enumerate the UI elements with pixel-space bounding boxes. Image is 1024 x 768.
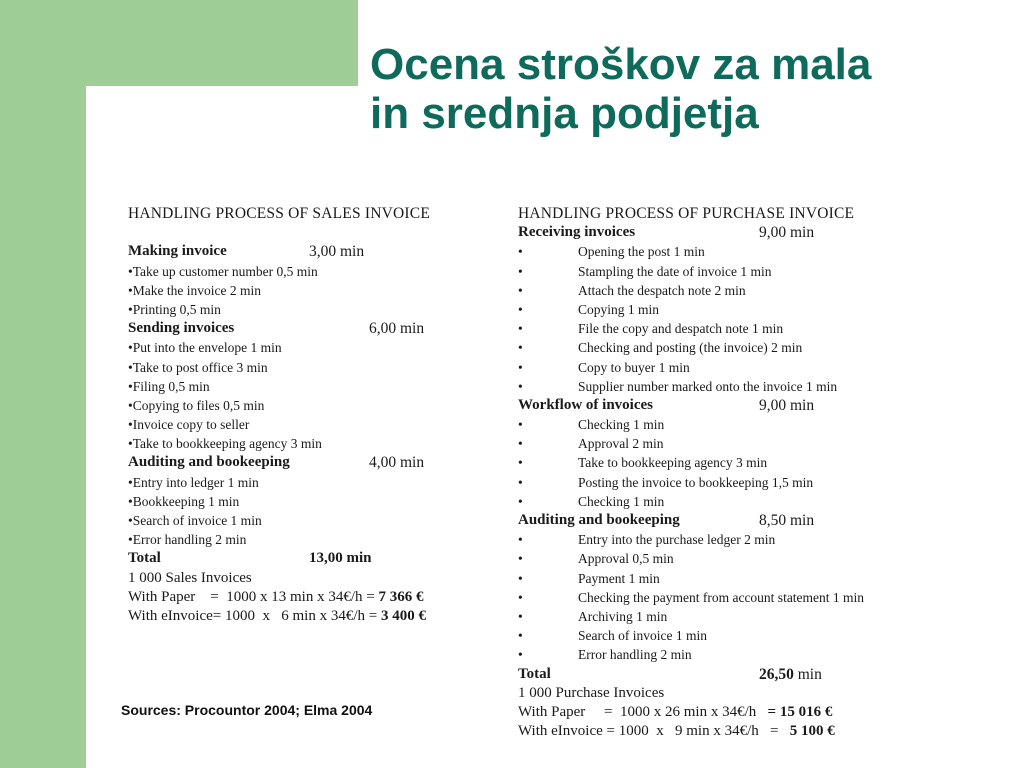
list-item [518,338,854,357]
bullet-icon: • [518,647,523,663]
section-time: 8,50 min [759,512,815,529]
list-item-text: Copy to buyer 1 min [578,359,690,375]
purchase-total-amount [759,665,822,684]
list-item [518,549,854,568]
section-time: 9,00 min [759,396,815,414]
purchase-total-label: Total [518,665,551,682]
bullet-icon: • [518,244,523,260]
bullet-icon: • [518,608,523,624]
slide-title [370,40,871,138]
purchase-einvoice-cost [518,722,854,741]
sales-einvoice-value: 3 400 € [380,607,426,624]
list-item [518,473,854,492]
list-item: •Take up customer number 0,5 min [128,263,318,279]
bullet-icon: • [518,570,523,586]
section-heading [128,319,430,338]
list-item-text: Checking 1 min [578,493,665,509]
list-item [518,453,854,472]
bullet-icon: • [518,551,523,567]
bullet-icon: • [518,436,523,452]
sales-sections [128,242,430,549]
bullet-icon: • [518,359,523,375]
sales-invoice-column [128,204,430,626]
section-heading [518,511,854,530]
section-name: Workflow of invoices [518,396,653,413]
section-time: 4,00 min [369,454,425,472]
list-item-text: Supplier number marked onto the invoice 1 min [578,378,838,394]
sales-paper-value: 7 366 € [378,588,424,605]
bullet-icon: • [518,628,523,644]
green-side-band [0,0,86,768]
section-name: Auditing and bookeeping [518,512,680,528]
purchase-einvoice-value: 5 100 € [789,723,835,740]
purchase-sections [518,223,865,664]
list-item-text: Stampling the date of invoice 1 min [578,263,772,279]
list-item: •Search of invoice 1 min [128,513,262,528]
purchase-total [518,665,854,684]
section-heading [518,223,854,242]
section-time: 6,00 min [369,320,425,338]
list-item-text: Checking 1 min [578,417,665,433]
rounded-corner [86,86,146,146]
list-item [518,492,854,511]
section-name: Making invoice [128,243,227,260]
list-item [518,530,854,549]
list-item: •Make the invoice 2 min [128,282,261,298]
purchase-count: 1 000 Purchase Invoices [518,684,665,701]
list-item-text: Posting the invoice to bookkeeping 1,5 min [578,474,814,490]
sales-total-value: 13,00 min [309,550,372,567]
sales-paper-formula: With Paper = 1000 x 13 min x 34€/h = [128,588,379,605]
list-item: •Take to bookkeeping agency 3 min [128,436,322,452]
list-item: •Printing 0,5 min [128,301,221,317]
list-item-text: Entry into the purchase ledger 2 min [578,532,776,548]
list-item [518,319,854,338]
section-name: Sending invoices [128,320,235,337]
bullet-icon: • [518,378,523,394]
bullet-icon: • [518,455,523,471]
list-item-text: Copying 1 min [578,301,660,317]
purchase-total-value: 26,50 [759,665,794,683]
section-name: Receiving invoices [518,224,636,241]
list-item [518,569,854,588]
section-heading [518,396,854,415]
bullet-icon: • [518,301,523,317]
list-item-text: File the copy and despatch note 1 min [578,321,784,337]
sales-einvoice-cost [128,607,430,626]
list-item: •Copying to files 0,5 min [128,397,265,413]
sales-einvoice-formula: With eInvoice= 1000 x 6 min x 34€/h = [128,607,381,624]
bullet-icon: • [518,321,523,337]
slide-title-line-1: Ocena stroškov za mala [370,40,872,89]
list-item-text: Approval 2 min [578,436,664,452]
sources-note: Sources: Procountor 2004; Elma 2004 [121,702,373,718]
list-item: •Take to post office 3 min [128,359,268,375]
section-heading [128,453,430,472]
list-item-text: Attach the despatch note 2 min [578,282,746,298]
list-item [518,300,854,319]
list-item [518,242,854,261]
bullet-icon: • [518,532,523,548]
list-item [518,588,865,607]
purchase-header: HANDLING PROCESS OF PURCHASE INVOICE [518,205,855,222]
purchase-invoice-column [518,204,865,741]
sales-paper-cost [128,588,430,607]
list-item-text: Approval 0,5 min [578,551,674,567]
list-item-text: Take to bookkeeping agency 3 min [578,455,768,471]
list-item [518,434,854,453]
list-item [518,262,854,281]
list-item: •Entry into ledger 1 min [128,474,259,490]
bullet-icon: • [518,340,523,356]
bullet-icon: • [518,417,523,433]
section-time: 9,00 min [759,224,815,242]
bullet-icon: • [518,493,523,509]
bullet-icon: • [518,282,523,298]
section-time: 3,00 min [309,243,365,261]
list-item: •Put into the envelope 1 min [128,340,282,356]
sales-total-label: Total [128,550,161,567]
list-item-text: Opening the post 1 min [578,244,705,260]
list-item: •Bookkeeping 1 min [128,493,240,509]
slide-title-line-2: in srednja podjetja [370,89,759,138]
list-item: •Error handling 2 min [128,532,247,548]
list-item [518,358,854,377]
purchase-paper-cost [518,703,854,722]
section-heading [128,242,430,261]
section-name: Auditing and bookeeping [128,454,290,471]
sales-header: HANDLING PROCESS OF SALES INVOICE [128,205,430,222]
list-item-text: Payment 1 min [578,570,660,586]
list-item [518,607,854,626]
list-item: •Invoice copy to seller [128,417,250,433]
list-item-text: Archiving 1 min [578,608,668,624]
bullet-icon: • [518,263,523,279]
list-item-text: Search of invoice 1 min [578,628,707,644]
bullet-icon: • [518,589,523,605]
purchase-paper-value: = 15 016 € [767,703,833,720]
purchase-paper-formula: With Paper = 1000 x 26 min x 34€/h [518,703,768,720]
purchase-einvoice-formula: With eInvoice = 1000 x 9 min x 34€/h = [518,723,790,740]
list-item-text: Checking the payment from account statement 1 min [578,589,865,605]
bullet-icon: • [518,474,523,490]
list-item-text: Checking and posting (the invoice) 2 min [578,340,803,356]
list-item [518,626,854,645]
purchase-total-unit: min [797,665,822,683]
list-item [518,281,854,300]
list-item [518,415,854,434]
list-item [518,377,854,396]
green-top-band [0,0,358,86]
sales-count: 1 000 Sales Invoices [128,569,252,586]
spacer [128,223,430,242]
list-item [518,645,854,664]
list-item-text: Error handling 2 min [578,647,692,663]
sales-total [128,549,430,568]
list-item: •Filing 0,5 min [128,378,210,394]
